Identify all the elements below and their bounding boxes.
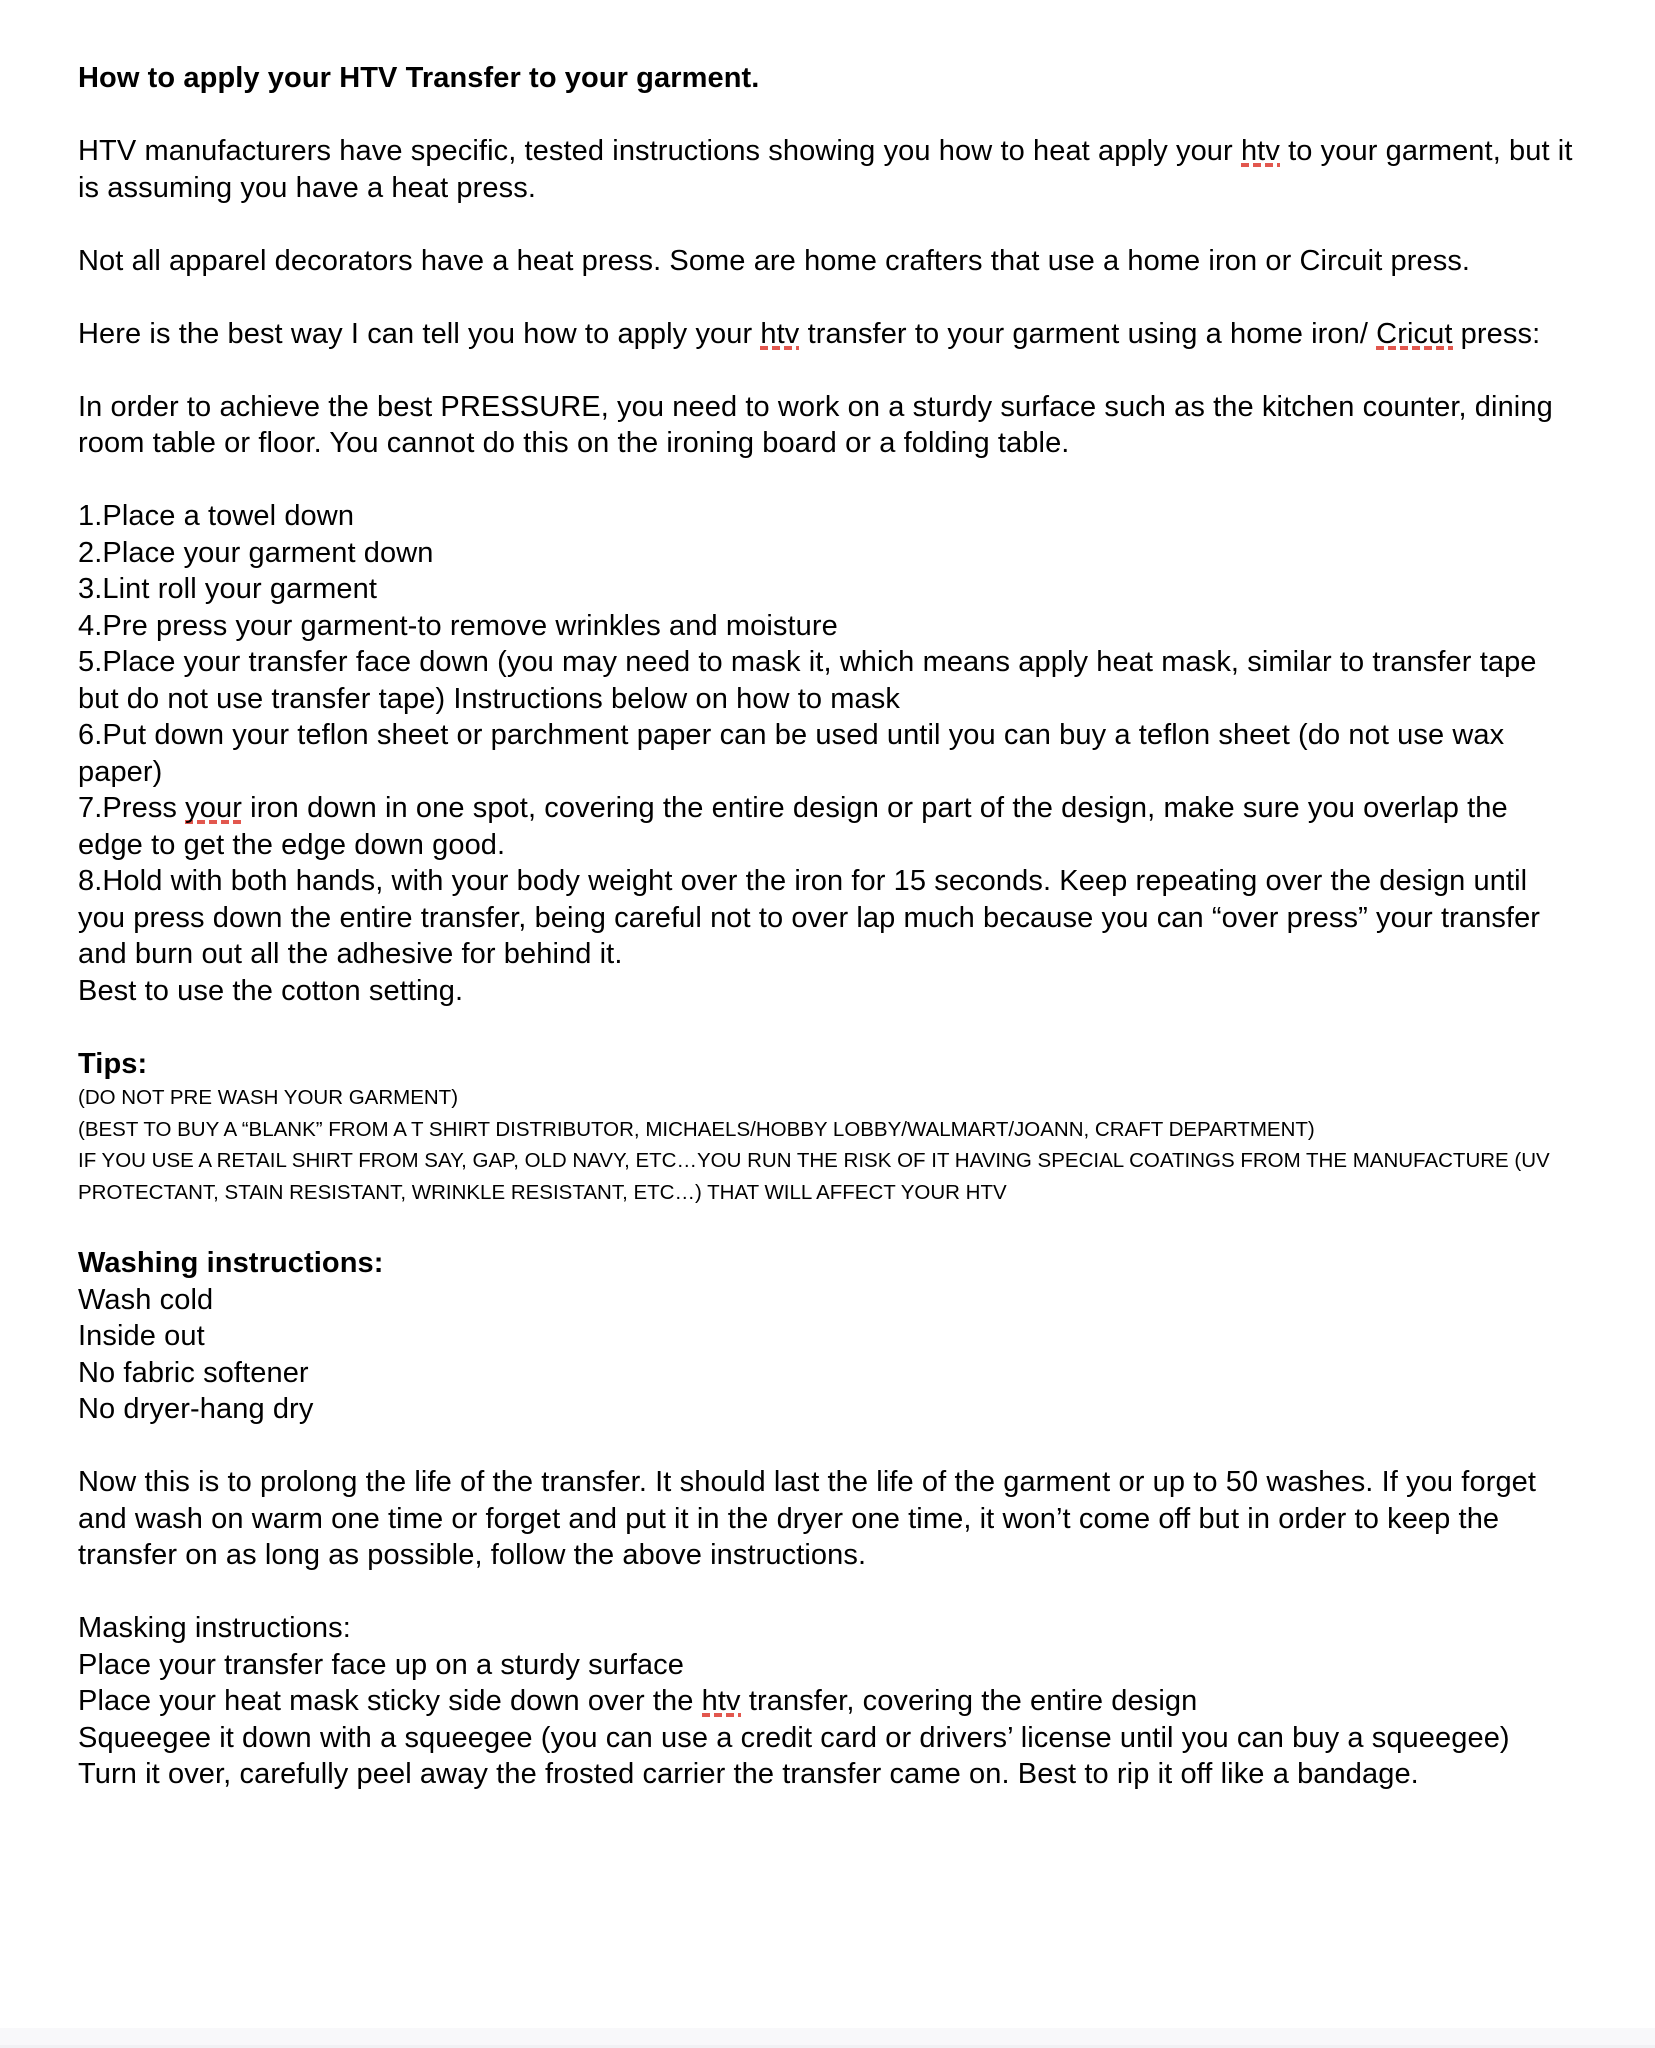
block-tips (78, 1046, 1575, 1209)
text-segment: 3.Lint roll your garment (78, 573, 377, 605)
text-segment: Squeegee it down with a squeegee (you can use a credit card or drivers’ license until you can buy a squeegee) (78, 1721, 1510, 1754)
text-segment: Masking instructions: (78, 1612, 351, 1645)
text-segment: Here is the best way I can tell you how to apply your (78, 317, 761, 350)
text-segment: transfer to your garment using a home iron/ (799, 317, 1377, 350)
text-segment: Washing instructions: (78, 1247, 384, 1280)
block-para-manufacturers (78, 133, 1581, 206)
text-line (78, 1720, 1575, 1757)
text-segment: How to apply your HTV Transfer to your garment. (78, 62, 760, 94)
text-segment: Inside out (78, 1320, 205, 1353)
text-segment: iron down in one spot, covering the entire design or part of the design, make sure you overlap the edge to get the edge down good. (78, 792, 1516, 861)
block-para-prolong (78, 1464, 1575, 1574)
text-segment: 5.Place your transfer face down (you may need to mask it, which means apply heat mask, similar to transfer tape but do not use transfer tape) Instructions below on how to mask (78, 646, 1545, 715)
spellcheck-word: htv (701, 1685, 741, 1718)
block-washing-instructions (78, 1245, 1575, 1428)
text-line (78, 535, 1575, 572)
text-line (78, 389, 1575, 462)
text-segment: to your garment, but it is assuming you have a heat press. (78, 135, 1581, 204)
text-segment: Now this is to prolong the life of the transfer. It should last the life of the garment or up to 50 washes. If you forget and wash on warm one time or forget and put it in the dryer one time, it won’t come off but in order to keep the transfer on as long as possible, follow the above instructions. (78, 1466, 1545, 1572)
page-bottom-edge (0, 2028, 1655, 2048)
text-segment: (DO NOT PRE WASH YOUR GARMENT) (78, 1086, 459, 1109)
text-segment: transfer, covering the entire design (740, 1685, 1198, 1718)
block-title (78, 60, 1575, 97)
text-segment: Tips: (78, 1047, 148, 1080)
block-steps-list (78, 498, 1575, 1009)
text-segment: 2.Place your garment down (78, 536, 434, 569)
text-line (78, 60, 1575, 97)
text-line (78, 973, 1575, 1010)
text-line (78, 1082, 1575, 1114)
text-segment: In order to achieve the best PRESSURE, you need to work on a sturdy surface such as the kitchen counter, dining room table or floor. You cannot do this on the ironing board or a folding table. (78, 390, 1561, 459)
text-segment: HTV manufacturers have specific, tested instructions showing you how to heat apply your (78, 135, 1241, 167)
text-line (78, 608, 1575, 645)
text-line (78, 1756, 1575, 1793)
text-segment: press: (1452, 317, 1541, 350)
text-segment: Place your transfer face up on a sturdy surface (78, 1648, 684, 1681)
spellcheck-word: htv (1240, 135, 1280, 167)
text-line (78, 1145, 1575, 1208)
text-line (78, 1114, 1575, 1146)
text-line (78, 644, 1575, 717)
text-line (78, 1318, 1575, 1355)
text-line (78, 790, 1575, 863)
text-segment: 8.Hold with both hands, with your body weight over the iron for 15 seconds. Keep repeating over the design until you press down the entire transfer, being careful not to over lap much because you can “over press” your transfer and burn out all the adhesive for behind it. (78, 865, 1549, 970)
text-line (78, 133, 1581, 206)
text-segment: (BEST TO BUY A “BLANK” FROM A T SHIRT DISTRIBUTOR, MICHAELS/HOBBY LOBBY/WALMART/JOANN, CRAFT DEPARTMENT) (78, 1117, 1315, 1141)
text-segment: 1.Place a towel down (78, 500, 355, 532)
spellcheck-word: Cricut (1376, 317, 1453, 350)
text-segment: Turn it over, carefully peel away the frosted carrier the transfer came on. Best to rip it off like a bandage. (78, 1758, 1419, 1791)
text-segment: Wash cold (78, 1283, 214, 1316)
text-segment: No dryer-hang dry (78, 1393, 314, 1426)
text-segment: Place your heat mask sticky side down over the (78, 1685, 702, 1718)
spellcheck-word: htv (760, 317, 800, 350)
text-line (78, 1610, 1575, 1647)
text-line (78, 571, 1575, 608)
text-segment: 6.Put down your teflon sheet or parchment paper can be used until you can buy a teflon sheet (do not use wax paper) (78, 719, 1513, 788)
document-page (78, 60, 1581, 1793)
block-para-not-all (78, 243, 1575, 280)
block-masking-instructions (78, 1610, 1575, 1793)
text-line (78, 498, 1575, 535)
text-line (78, 316, 1575, 353)
spellcheck-word: your (185, 792, 242, 824)
block-para-pressure (78, 389, 1575, 462)
text-line (78, 1046, 1575, 1083)
text-line (78, 1391, 1575, 1428)
text-segment: Best to use the cotton setting. (78, 974, 464, 1007)
block-para-best-way (78, 316, 1575, 353)
text-line (78, 863, 1575, 973)
text-segment: No fabric softener (78, 1356, 309, 1389)
text-line (78, 717, 1575, 790)
text-line (78, 1464, 1575, 1574)
text-line (78, 1647, 1575, 1684)
text-line (78, 1683, 1575, 1720)
text-segment: 7.Press (78, 792, 186, 824)
text-line (78, 1355, 1575, 1392)
text-line (78, 243, 1575, 280)
text-segment: Not all apparel decorators have a heat press. Some are home crafters that use a home iron or Circuit press. (78, 244, 1471, 277)
text-segment: 4.Pre press your garment-to remove wrinkles and moisture (78, 609, 838, 642)
text-line (78, 1282, 1575, 1319)
text-segment: IF YOU USE A RETAIL SHIRT FROM SAY, GAP, OLD NAVY, ETC…YOU RUN THE RISK OF IT HAVING SPECIAL COATINGS FROM THE MANUFACTURE (UV PROTECTANT, STAIN RESISTANT, WRINKLE RESISTANT, ETC…) THAT WILL AFFECT YOUR HTV (78, 1149, 1556, 1205)
text-line (78, 1245, 1575, 1282)
